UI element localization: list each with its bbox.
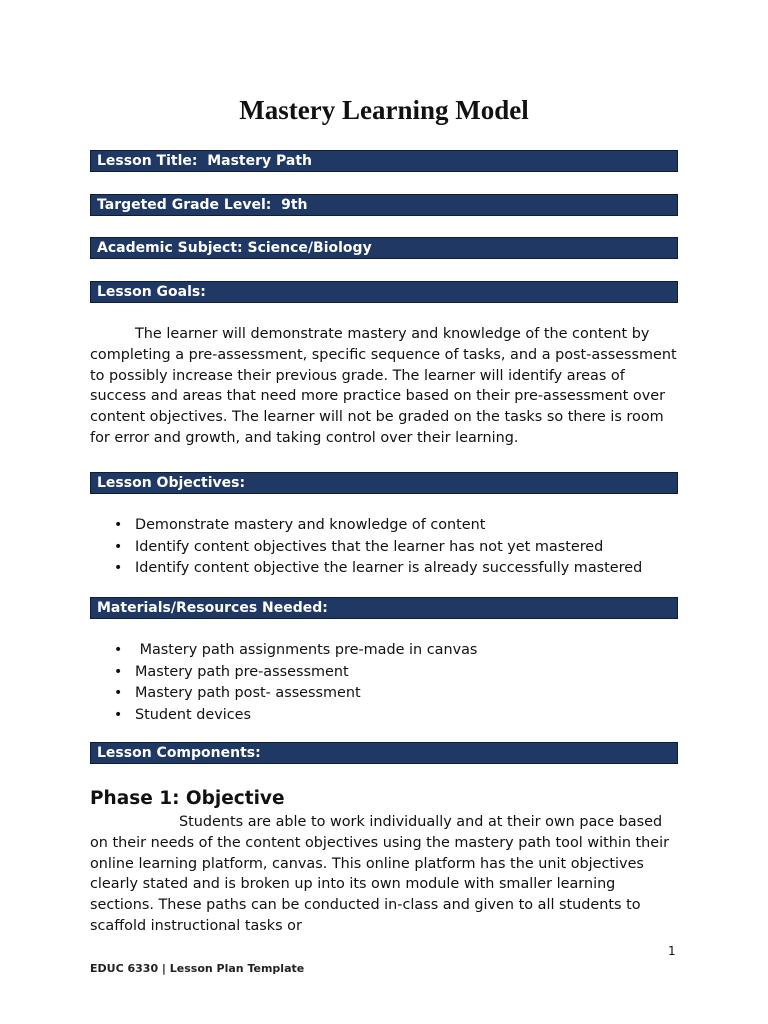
list-item	[90, 705, 680, 727]
list-item	[90, 640, 680, 662]
list-item	[90, 515, 680, 537]
lesson-components-bar: Lesson Components:	[90, 742, 678, 764]
bullet-icon: •	[114, 538, 123, 555]
lesson-goals-text: The learner will demonstrate mastery and knowledge of the content by completing a pre-assessment, specific sequence of tasks, and a post-assessment to possibly increase their previous grade. The learner will identify areas of success and areas that need more practice based on their pre-assessment over content objectives. The learner will not be graded on the tasks so there is room for error and growth, and taking control over their learning.	[90, 326, 677, 446]
bullet-icon: •	[114, 685, 123, 701]
material-text: Mastery path assignments pre-made in canvas	[135, 642, 478, 658]
objectives-list	[90, 515, 680, 580]
phase1-heading: Phase 1: Objective	[90, 788, 285, 809]
list-item	[90, 558, 680, 580]
material-text: Student devices	[135, 706, 251, 723]
lesson-objectives-bar: Lesson Objectives:	[90, 472, 678, 494]
list-item	[90, 662, 680, 684]
bullet-icon: •	[114, 663, 123, 680]
list-item	[90, 537, 680, 559]
subject-bar: Academic Subject: Science/Biology	[90, 237, 678, 259]
phase1-text: Students are able to work individually and at their own pace based on their needs of the content objectives using the mastery path tool within their online learning platform, canvas. This online platform has the unit objectives clearly stated and is broken up into its own module with smaller learning sections. These paths can be conducted in-class and given to all students to scaffold instructional tasks or	[90, 814, 670, 934]
objective-text: Identify content objective the learner is already successfully mastered	[135, 560, 643, 576]
grade-level-bar: Targeted Grade Level: 9th	[90, 194, 678, 216]
objective-text: Identify content objectives that the learner has not yet mastered	[135, 538, 604, 555]
bullet-icon: •	[114, 706, 123, 723]
materials-bar: Materials/Resources Needed:	[90, 597, 678, 619]
lesson-title-bar: Lesson Title: Mastery Path	[90, 150, 678, 172]
lesson-goals-bar: Lesson Goals:	[90, 281, 678, 303]
bullet-icon: •	[114, 642, 123, 658]
bullet-icon: •	[114, 517, 123, 533]
objective-text: Demonstrate mastery and knowledge of content	[135, 517, 486, 533]
page-footer: EDUC 6330 | Lesson Plan Template	[90, 962, 305, 975]
page-number: 1	[668, 944, 676, 958]
material-text: Mastery path post- assessment	[135, 685, 361, 701]
list-item	[90, 683, 680, 705]
document-title: Mastery Learning Model	[239, 95, 529, 125]
materials-list	[90, 640, 680, 726]
bullet-icon: •	[114, 560, 123, 576]
material-text: Mastery path pre-assessment	[135, 663, 349, 680]
